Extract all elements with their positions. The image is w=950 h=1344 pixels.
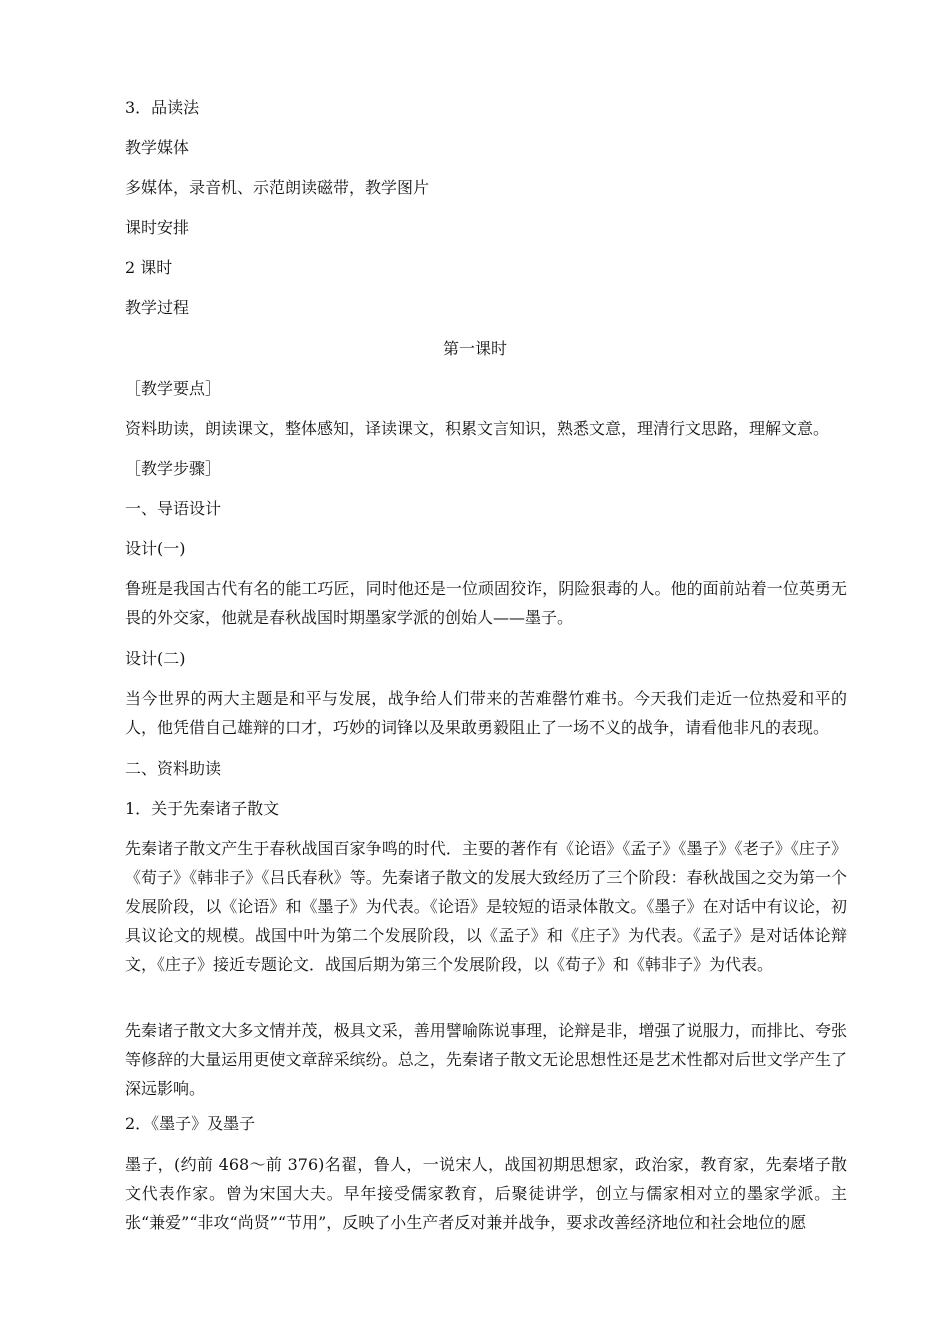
pre-qin-style-paragraph: 先秦诸子散文大多文情并茂，极具文采，善用譬喻陈说事理，论辩是非，增强了说服力，而排比、夸张等修辞的大量运用更使文章辞采缤纷。总之，先秦诸子散文无论思想性还是艺术性都对后世文学产生了深远影响。 bbox=[125, 1021, 847, 1098]
design-1-paragraph: 鲁班是我国古代有名的能工巧匠，同时他还是一位顽固狡诈，阴险狠毒的人。他的面前站着一位英勇无畏的外交家，他就是春秋战国时期墨家学派的创始人——墨子。 bbox=[125, 579, 847, 627]
design-2-paragraph: 当今世界的两大主题是和平与发展，战争给人们带来的苦难罄竹难书。今天我们走近一位热爱和平的人，他凭借自己雄辩的口才，巧妙的词锋以及果敢勇毅阻止了一场不义的战争，请看他非凡的表现。 bbox=[125, 689, 847, 737]
schedule-text: 2 课时 bbox=[125, 258, 173, 277]
heading-teaching-process: 教学过程 bbox=[125, 298, 190, 317]
heading-steps: ［教学步骤］ bbox=[125, 459, 222, 478]
pre-qin-prose-paragraph: 先秦诸子散文产生于春秋战国百家争鸣的时代．主要的著作有《论语》《孟子》《墨子》《老子》《庄子》《荀子》《韩非子》《吕氏春秋》等。先秦诸子散文的发展大致经历了三个阶段：春秋战国之交为第一个发展阶段，以《论语》和《墨子》为代表。《论语》是较短的语录体散文。《墨子》在对话中有议论，初具议论文的规模。战国中叶为第二个发展阶段，以《孟子》和《庄子》为代表。《孟子》是对话体论辩文，《庄子》接近专题论文．战国后期为第三个发展阶段，以《荀子》和《韩非子》为代表。 bbox=[125, 839, 847, 974]
lesson-title: 第一课时 bbox=[442, 339, 507, 358]
heading-key-points: ［教学要点］ bbox=[125, 379, 222, 398]
section-materials: 二、资料助读 bbox=[125, 759, 222, 778]
heading-teaching-media: 教学媒体 bbox=[125, 138, 190, 157]
materials-item-2: 2．《墨子》及墨子 bbox=[125, 1114, 256, 1133]
heading-schedule: 课时安排 bbox=[125, 218, 190, 237]
design-1-label: 设计(一) bbox=[125, 539, 186, 558]
teaching-media-text: 多媒体，录音机、示范朗读磁带，教学图片 bbox=[125, 178, 430, 197]
design-2-label: 设计(二) bbox=[125, 649, 186, 668]
method-item-3: 3．品读法 bbox=[125, 98, 200, 117]
key-points-text: 资料助读，朗读课文，整体感知，译读课文，积累文言知识，熟悉文意，理清行文思路，理解文意。 bbox=[125, 419, 830, 438]
materials-item-1: 1．关于先秦诸子散文 bbox=[125, 799, 280, 818]
mozi-bio-paragraph: 墨子，(约前 468～前 376)名翟，鲁人，一说宋人，战国初期思想家，政治家，教育家，先秦堵子散文代表作家。曾为宋国大夫。早年接受儒家教育，后聚徒讲学，创立与儒家相对立的墨家学派。主张“兼爱”“非攻“尚贤”“节用”，反映了小生产者反对兼并战争，要求改善经济地位和社会地位的愿 bbox=[125, 1155, 847, 1232]
section-intro-design: 一、导语设计 bbox=[125, 499, 222, 518]
